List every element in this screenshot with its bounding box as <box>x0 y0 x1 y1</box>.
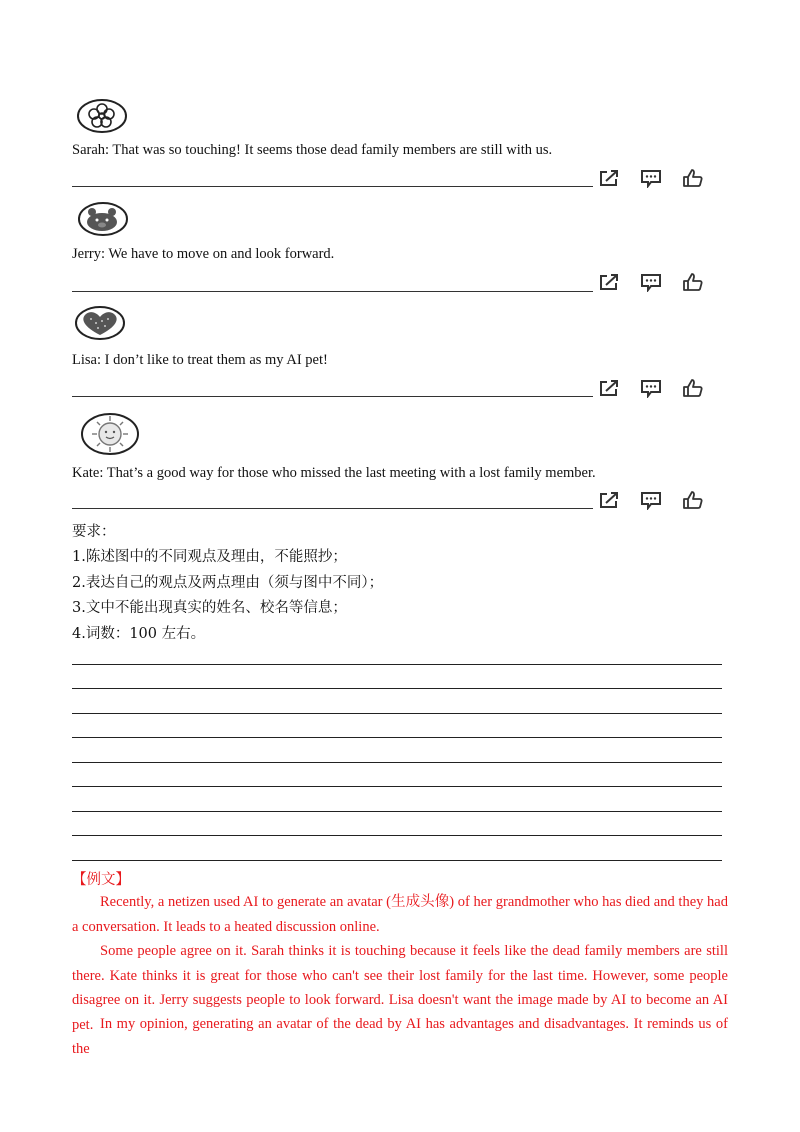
requirement-item: 2.表达自己的观点及两点理由（须与图中不同）； <box>72 575 384 591</box>
comment-text-lisa: Lisa: I don’t like to treat them as my AI pet! <box>72 352 328 368</box>
requirement-item: 4.词数：100 左右。 <box>72 626 206 642</box>
share-icon[interactable] <box>598 378 620 398</box>
comment-actions <box>598 168 710 188</box>
comment-underline <box>72 396 593 397</box>
comment-actions <box>598 272 710 292</box>
sample-paragraph-2: Some people agree on it. Sarah thinks it is touching because it feels like the dead family members are still there. Kate thinks it is great for those who can't see their lost family for the last time. However, some people disagree on it. Jerry suggests people to look forward. Lisa doesn't want the image made by AI to become an AI pet. <box>72 943 728 1033</box>
sun-icon <box>80 411 140 457</box>
answer-line[interactable] <box>72 762 722 763</box>
like-icon[interactable] <box>682 490 704 510</box>
answer-line[interactable] <box>72 713 722 714</box>
sample-paragraph-3: In my opinion, generating an avatar of the dead by AI has advantages and disadvantages. It reminds us of the <box>72 1016 728 1057</box>
answer-line[interactable] <box>72 835 722 836</box>
comment-icon[interactable] <box>640 490 662 510</box>
bear-icon <box>77 201 129 237</box>
answer-line[interactable] <box>72 664 722 665</box>
like-icon[interactable] <box>682 168 704 188</box>
comment-underline <box>72 291 593 292</box>
share-icon[interactable] <box>598 490 620 510</box>
sample-paragraph-1: Recently, a netizen used AI to generate an avatar (生成头像) of her grandmother who has died and they had a conversation. It leads to a heated discussion online. <box>72 894 728 935</box>
comment-icon[interactable] <box>640 168 662 188</box>
comment-text-sarah: Sarah: That was so touching! It seems those dead family members are still with us. <box>72 142 553 158</box>
share-icon[interactable] <box>598 168 620 188</box>
heart-icon <box>74 305 126 341</box>
comment-icon[interactable] <box>640 378 662 398</box>
requirement-item: 1.陈述图中的不同观点及理由，不能照抄； <box>72 549 347 565</box>
requirement-item: 3.文中不能出现真实的姓名、校名等信息； <box>72 600 347 616</box>
flower-icon <box>76 97 128 135</box>
share-icon[interactable] <box>598 272 620 292</box>
comment-text-jerry: Jerry: We have to move on and look forward. <box>72 246 335 262</box>
like-icon[interactable] <box>682 378 704 398</box>
comment-text-kate: Kate: That’s a good way for those who missed the last meeting with a lost family member. <box>72 465 596 481</box>
answer-line[interactable] <box>72 786 722 787</box>
answer-line[interactable] <box>72 737 722 738</box>
sample-heading: 【例文】 <box>72 872 130 888</box>
requirements-title: 要求： <box>72 524 116 540</box>
answer-line[interactable] <box>72 860 722 861</box>
comment-underline <box>72 508 593 509</box>
comment-actions <box>598 378 710 398</box>
answer-line[interactable] <box>72 811 722 812</box>
answer-line[interactable] <box>72 688 722 689</box>
comment-actions <box>598 490 710 510</box>
comment-icon[interactable] <box>640 272 662 292</box>
like-icon[interactable] <box>682 272 704 292</box>
comment-underline <box>72 186 593 187</box>
